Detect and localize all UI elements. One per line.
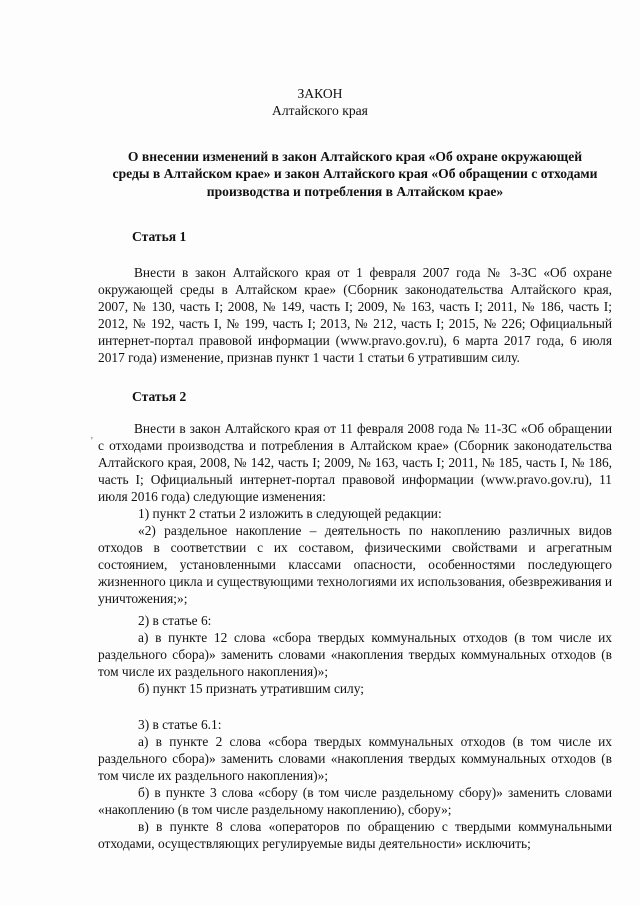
article-2-item-2-a: а) в пункте 12 слова «сбора твердых коммунальных отходов (в том числе их раздельного сбора)» заменить словами «накопления твердых коммунальных отходов (в том числе их раздельного накопления)»; xyxy=(98,630,612,679)
article-1-text: Внести в закон Алтайского края от 1 февраля 2007 года № 3-ЗС «Об охране окружающей среды в Алтайском крае» (Сборник законодательства Алтайского края, 2007, № 130, часть I; 2008, № 149, часть I; 2009, № 163, часть I; 2011, № 186, часть I; 2012, № 192, часть I, № 199, часть I; 2013, № 212, часть I; 2015, № 226; Официальный интернет-портал правовой информации (www.pravo.gov.ru), 6 марта 2017 года, 6 июля 2017 года) изменение, признав пункт 1 части 1 статьи 6 утратившим силу. xyxy=(98,265,612,365)
article-2-item-2: 2) в статье 6: xyxy=(138,613,212,628)
article-2-heading: Статья 2 xyxy=(132,389,187,404)
article-2-item-3: 3) в статье 6.1: xyxy=(138,717,222,732)
law-region: Алтайского края xyxy=(272,103,368,118)
article-2-item-3-c: в) в пункте 8 слова «операторов по обращению с твердыми коммунальными отходами, осуществляющих регулируемые виды деятельности» исключить; xyxy=(98,819,612,851)
law-heading: ЗАКОН xyxy=(297,86,343,101)
margin-mark: ' xyxy=(91,436,93,447)
law-title-line-2: среды в Алтайском крае» и закон Алтайского края «Об обращении с отходами xyxy=(112,166,598,182)
article-2-item-3-a: а) в пункте 2 слова «сбора твердых коммунальных отходов (в том числе их раздельного сбора)» заменить словами «накопления твердых коммунальных отходов (в том числе их раздельного накопления)»; xyxy=(98,734,612,783)
article-2-item-2-b: б) пункт 15 признать утратившим силу; xyxy=(138,681,364,696)
article-2-item-1-text: «2) раздельное накопление – деятельность по накоплению различных видов отходов в соответствии с их составом, физическими свойствами и агрегатным состоянием, установленными классами опасности, особенностями последующего жизненного цикла и существующими технологиями их использования, обезвреживания и уничтожения;»; xyxy=(98,523,612,606)
law-title-line-3: производства и потребления в Алтайском крае» xyxy=(206,183,504,199)
article-2-item-3-b: б) в пункте 3 слова «сбору (в том числе раздельному сбору)» заменить словами «накоплению (в том числе раздельному накоплению), сбору»; xyxy=(98,785,612,817)
article-2-item-1: 1) пункт 2 статьи 2 изложить в следующей редакции: xyxy=(138,506,442,521)
article-1-heading: Статья 1 xyxy=(132,229,187,244)
law-title xyxy=(100,148,610,200)
law-title-line-1: О внесении изменений в закон Алтайского края «Об охране окружающей xyxy=(127,149,583,164)
article-2-intro: Внести в закон Алтайского края от 11 февраля 2008 года № 11-ЗС «Об обращении с отходами производства и потребления в Алтайском крае» (Сборник законодательства Алтайского края, 2008, № 142, часть I; 2009, № 163, часть I; 2011, № 185, часть I, № 186, часть I; Официальный интернет-портал правовой информации (www.pravo.gov.ru), 11 июля 2016 года) следующие изменения: xyxy=(98,421,612,504)
